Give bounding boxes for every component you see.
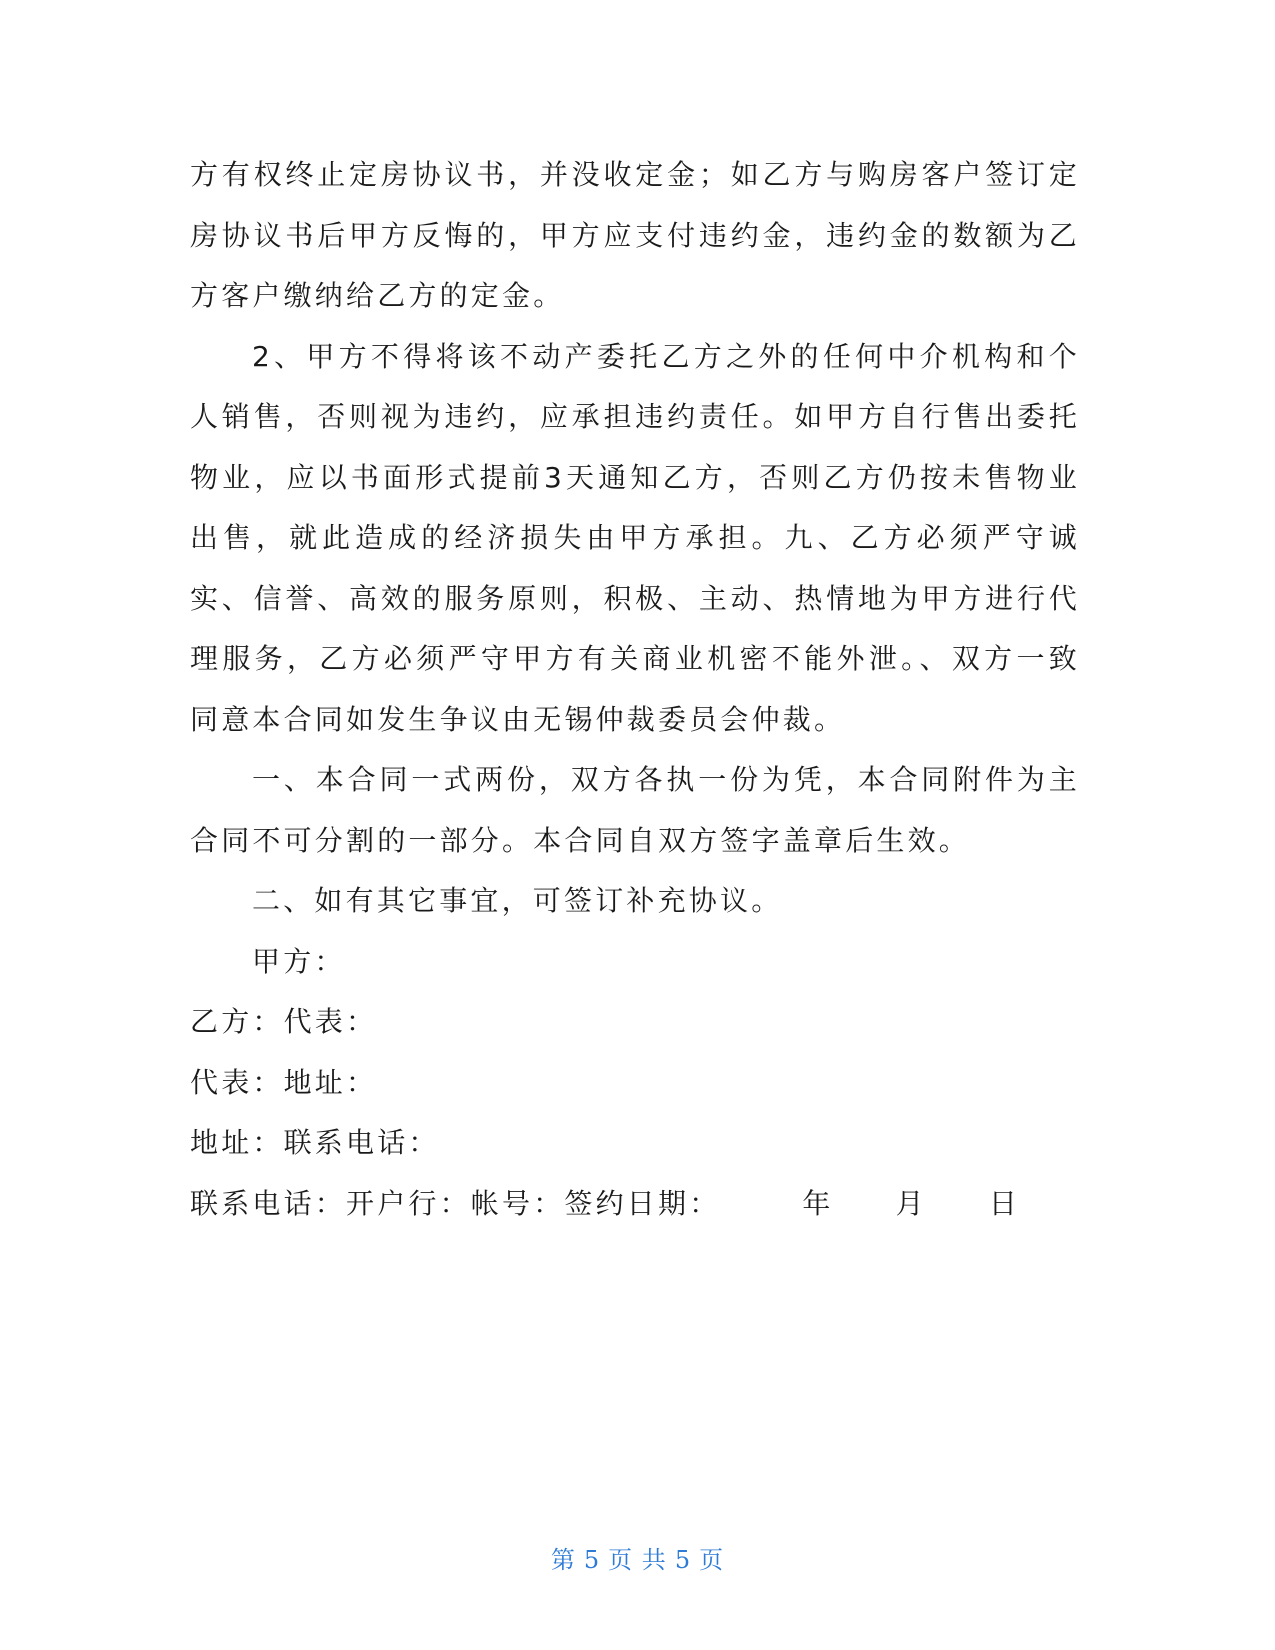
- paragraph-clause-2: 2、甲方不得将该不动产委托乙方之外的任何中介机构和个人销售，否则视为违约，应承担违约责任。如甲方自行售出委托物业，应以书面形式提前3天通知乙方，否则乙方仍按未售物业出售，就此造成的经济损失由甲方承担。九、乙方必须严守诚实、信誉、高效的服务原则，积极、主动、热情地为甲方进行代理服务，乙方必须严守甲方有关商业机密不能外泄。、双方一致同意本合同如发生争议由无锡仲裁委员会仲裁。: [190, 339, 1080, 736]
- paragraph-continuation: 方有权终止定房协议书，并没收定金；如乙方与购房客户签订定房协议书后甲方反悔的，甲方应支付违约金，违约金的数额为乙方客户缴纳给乙方的定金。: [190, 158, 1080, 312]
- footer-suffix: 页: [699, 1546, 725, 1574]
- footer-prefix: 第: [550, 1546, 576, 1574]
- paragraph-clause-copies: 一、本合同一式两份，双方各执一份为凭，本合同附件为主合同不可分割的一部分。本合同自双方签字盖章后生效。: [190, 763, 1080, 857]
- paragraph-clause-supplement: 二、如有其它事宜，可签订补充协议。: [252, 884, 783, 917]
- signature-date-prefix: 联系电话：开户行：帐号：签约日期：: [190, 1186, 721, 1220]
- signature-line-party-b: 乙方：代表：: [190, 1005, 378, 1038]
- signature-line-address: 地址：联系电话：: [190, 1126, 440, 1159]
- current-page-number: 5: [583, 1546, 601, 1574]
- signature-line-date: [190, 1174, 1080, 1235]
- date-day-label: 日: [988, 1186, 1021, 1220]
- signature-party-a: 甲方：: [252, 944, 346, 978]
- total-page-number: 5: [674, 1546, 692, 1574]
- date-month-label: 月: [895, 1186, 927, 1220]
- signature-line-representative: 代表：地址：: [190, 1065, 378, 1099]
- page-footer: [0, 1540, 1275, 1575]
- footer-mid: 页 共: [608, 1546, 667, 1574]
- date-year-label: 年: [802, 1186, 834, 1220]
- contract-body: [190, 145, 1080, 1234]
